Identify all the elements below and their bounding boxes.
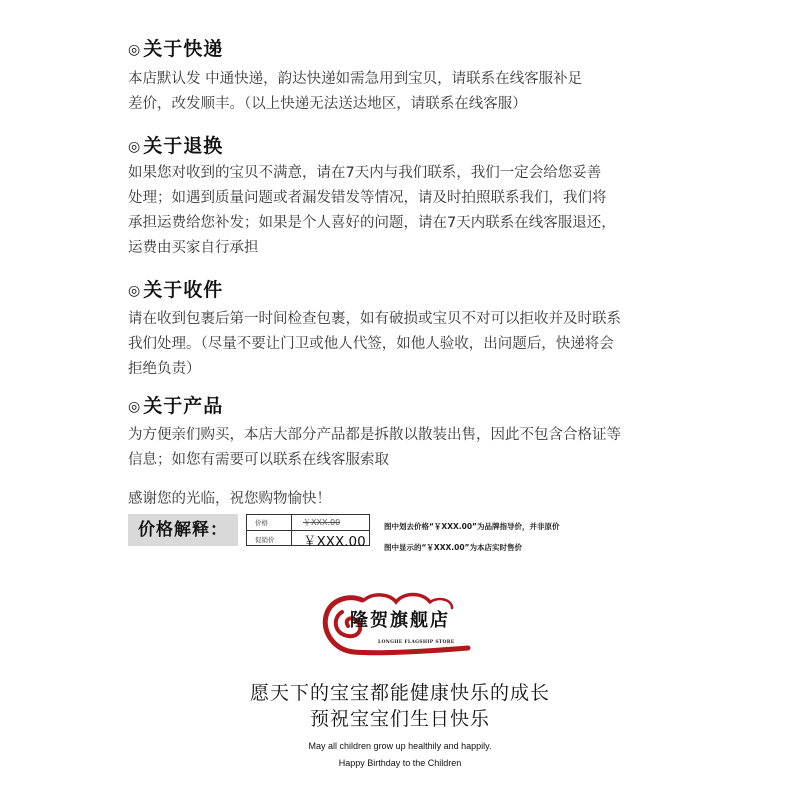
store-logo (318, 590, 482, 660)
text-line: 请在收到包裹后第一时间检查包裹，如有破损或宝贝不对可以拒收并及时联系 (128, 311, 621, 327)
text-line: 本店默认发 中通快递，韵达快递如需急用到宝贝，请联系在线客服补足 (128, 71, 583, 87)
text-line: 拒绝负责） (128, 361, 201, 377)
section-body (128, 67, 688, 117)
section-receiving (128, 277, 688, 382)
section-returns (128, 133, 688, 261)
bullet-icon: ◎ (128, 139, 142, 155)
bullet-icon: ◎ (128, 283, 142, 299)
price-note: 图中划去价格“￥XXX.00”为品牌指导价，并非原价 (384, 522, 560, 531)
text-line: 承担运费给您补发；如果是个人喜好的问题，请在7天内联系在线客服退还， (128, 215, 616, 231)
text-line: 我们处理。（尽量不要让门卫或他人代签，如他人验收，出问题后，快递将会 (128, 336, 614, 352)
bullet-icon: ◎ (128, 399, 142, 415)
slogan-english-2: Happy Birthday to the Children (338, 758, 462, 768)
slogan-line-2: 预祝宝宝们生日快乐 (309, 708, 490, 730)
section-title: 关于产品 (143, 395, 224, 417)
section-heading (128, 133, 688, 159)
price-notes (384, 516, 560, 558)
logo-subtitle: LONGHE FLAGSHIP STORE (378, 640, 455, 645)
thanks-message: 感谢您的光临，祝您购物愉快！ (128, 491, 331, 507)
logo-name: 隆贺旗舰店 (350, 610, 450, 631)
section-heading (128, 36, 688, 62)
section-body (128, 423, 688, 473)
text-line: 如果您对收到的宝贝不满意，请在7天内与我们联系，我们一定会给您妥善 (128, 165, 602, 181)
promo-price-label: 促销价 (255, 536, 275, 544)
section-body (128, 307, 688, 382)
section-heading (128, 393, 688, 419)
price-explanation-label: 价格解释： (128, 514, 238, 546)
slogan-english-1: May all children grow up healthily and happily. (308, 741, 492, 751)
original-price-value: ￥XXX.00 (303, 518, 341, 527)
price-note: 图中显示的“￥XXX.00”为本店实时售价 (384, 543, 522, 552)
section-heading (128, 277, 688, 303)
text-line: 信息；如您有需要可以联系在线客服索取 (128, 452, 389, 468)
section-body (128, 161, 688, 261)
text-line: 为方便亲们购买，本店大部分产品都是拆散以散装出售，因此不包含合格证等 (128, 427, 621, 443)
price-example-table (246, 514, 370, 550)
slogan-line-1: 愿天下的宝宝都能健康快乐的成长 (249, 682, 550, 704)
section-title: 关于收件 (143, 279, 224, 301)
promo-price-value: ￥XXX.00 (303, 534, 366, 550)
price-row-promo (247, 530, 369, 550)
section-products (128, 393, 688, 473)
text-line: 运费由买家自行承担 (128, 240, 259, 256)
text-line: 差价，改发顺丰。（以上快递无法送达地区，请联系在线客服） (128, 96, 527, 112)
bullet-icon: ◎ (128, 42, 142, 58)
text-line: 处理；如遇到质量问题或者漏发错发等情况，请及时拍照联系我们，我们将 (128, 190, 607, 206)
section-title: 关于快递 (143, 38, 224, 60)
price-row-original (247, 515, 369, 531)
section-title: 关于退换 (143, 135, 224, 157)
section-delivery (128, 36, 688, 117)
original-price-label: 价格 (255, 519, 268, 527)
